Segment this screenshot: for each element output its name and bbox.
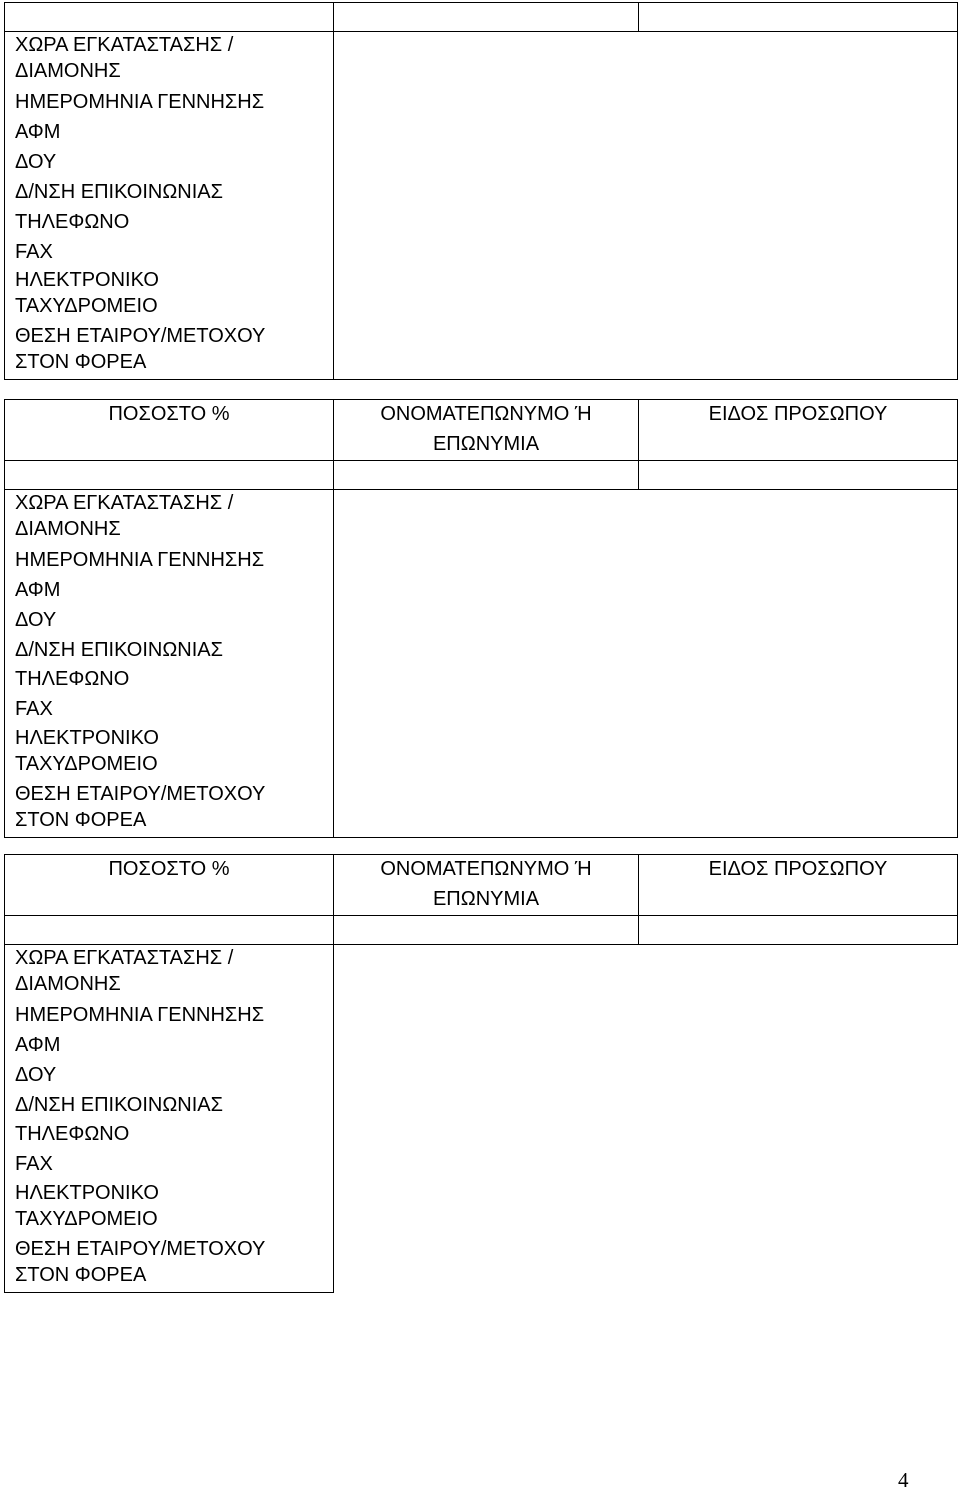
field-label-email-cont: ΤΑΧΥΔΡΟΜΕΙΟ bbox=[15, 1208, 158, 1231]
field-label-fax: FAX bbox=[15, 698, 53, 721]
field-label-position: ΘΕΣΗ ΕΤΑΙΡΟΥ/ΜΕΤΟΧΟΥ bbox=[15, 1238, 266, 1261]
person-type-value[interactable] bbox=[639, 915, 958, 944]
details-labels bbox=[5, 489, 334, 837]
percentage-value[interactable] bbox=[5, 915, 334, 944]
field-label-phone: ΤΗΛΕΦΩΝΟ bbox=[15, 668, 130, 691]
field-label-country: ΧΩΡΑ ΕΓΚΑΤΑΣΤΑΣΗΣ / bbox=[15, 946, 234, 969]
field-label-country-cont: ΔΙΑΜΟΝΗΣ bbox=[15, 60, 121, 82]
field-label-address: Δ/ΝΣΗ ΕΠΙΚΟΙΝΩΝΙΑΣ bbox=[15, 180, 223, 203]
percentage-header: ΠΟΣΟΣΤΟ % bbox=[5, 400, 334, 461]
shareholder-table-2 bbox=[4, 399, 958, 838]
details-values[interactable] bbox=[334, 944, 958, 1292]
field-label-phone: ΤΗΛΕΦΩΝΟ bbox=[15, 210, 130, 233]
person-type-value[interactable] bbox=[639, 460, 958, 489]
field-label-country: ΧΩΡΑ ΕΓΚΑΤΑΣΤΑΣΗΣ / bbox=[15, 491, 234, 514]
blank-cell[interactable] bbox=[334, 3, 639, 32]
blank-cell[interactable] bbox=[639, 3, 958, 32]
field-label-doy: ΔΟΥ bbox=[15, 1063, 57, 1086]
field-label-birth-date: ΗΜΕΡΟΜΗΝΙΑ ΓΕΝΝΗΣΗΣ bbox=[15, 91, 265, 113]
page-number: 4 bbox=[898, 1468, 909, 1492]
person-type-header: ΕΙΔΟΣ ΠΡΟΣΩΠΟΥ bbox=[639, 855, 958, 916]
field-label-afm: ΑΦΜ bbox=[15, 1033, 61, 1056]
field-label-email: ΗΛΕΚΤΡΟΝΙΚΟ bbox=[15, 1182, 159, 1205]
shareholder-table-3 bbox=[4, 854, 958, 1293]
details-labels bbox=[5, 32, 334, 380]
percentage-header: ΠΟΣΟΣΤΟ % bbox=[5, 855, 334, 916]
field-label-doy: ΔΟΥ bbox=[15, 150, 57, 173]
field-label-country-cont: ΔΙΑΜΟΝΗΣ bbox=[15, 972, 121, 995]
field-label-address: Δ/ΝΣΗ ΕΠΙΚΟΙΝΩΝΙΑΣ bbox=[15, 1093, 223, 1116]
field-label-birth-date: ΗΜΕΡΟΜΗΝΙΑ ΓΕΝΝΗΣΗΣ bbox=[15, 1003, 265, 1026]
name-header: ΟΝΟΜΑΤΕΠΩΝΥΜΟ Ή ΕΠΩΝΥΜΙΑ bbox=[334, 400, 639, 461]
field-label-phone: ΤΗΛΕΦΩΝΟ bbox=[15, 1123, 130, 1146]
details-values[interactable] bbox=[334, 489, 958, 837]
field-label-email: ΗΛΕΚΤΡΟΝΙΚΟ bbox=[15, 727, 159, 750]
field-label-fax: FAX bbox=[15, 1153, 53, 1176]
shareholder-table-1 bbox=[4, 2, 958, 380]
field-label-address: Δ/ΝΣΗ ΕΠΙΚΟΙΝΩΝΙΑΣ bbox=[15, 638, 223, 661]
percentage-value[interactable] bbox=[5, 460, 334, 489]
field-label-position-cont: ΣΤΟΝ ΦΟΡΕΑ bbox=[15, 809, 147, 832]
field-label-position: ΘΕΣΗ ΕΤΑΙΡΟΥ/ΜΕΤΟΧΟΥ bbox=[15, 325, 266, 348]
name-value[interactable] bbox=[334, 915, 639, 944]
person-type-header: ΕΙΔΟΣ ΠΡΟΣΩΠΟΥ bbox=[639, 400, 958, 461]
field-label-email-cont: ΤΑΧΥΔΡΟΜΕΙΟ bbox=[15, 295, 158, 318]
field-label-afm: ΑΦΜ bbox=[15, 120, 61, 143]
details-labels bbox=[5, 944, 334, 1292]
field-label-afm: ΑΦΜ bbox=[15, 578, 61, 601]
name-header: ΟΝΟΜΑΤΕΠΩΝΥΜΟ Ή ΕΠΩΝΥΜΙΑ bbox=[334, 855, 639, 916]
field-label-position-cont: ΣΤΟΝ ΦΟΡΕΑ bbox=[15, 351, 147, 374]
field-label-position: ΘΕΣΗ ΕΤΑΙΡΟΥ/ΜΕΤΟΧΟΥ bbox=[15, 783, 266, 806]
field-label-position-cont: ΣΤΟΝ ΦΟΡΕΑ bbox=[15, 1264, 147, 1287]
field-label-email: ΗΛΕΚΤΡΟΝΙΚΟ bbox=[15, 269, 159, 292]
field-label-country-cont: ΔΙΑΜΟΝΗΣ bbox=[15, 517, 121, 540]
name-value[interactable] bbox=[334, 460, 639, 489]
field-label-fax: FAX bbox=[15, 240, 53, 263]
field-label-birth-date: ΗΜΕΡΟΜΗΝΙΑ ΓΕΝΝΗΣΗΣ bbox=[15, 548, 265, 571]
field-label-doy: ΔΟΥ bbox=[15, 608, 57, 631]
details-values[interactable] bbox=[334, 32, 958, 380]
blank-cell[interactable] bbox=[5, 3, 334, 32]
field-label-country: ΧΩΡΑ ΕΓΚΑΤΑΣΤΑΣΗΣ / bbox=[15, 34, 234, 56]
field-label-email-cont: ΤΑΧΥΔΡΟΜΕΙΟ bbox=[15, 753, 158, 776]
